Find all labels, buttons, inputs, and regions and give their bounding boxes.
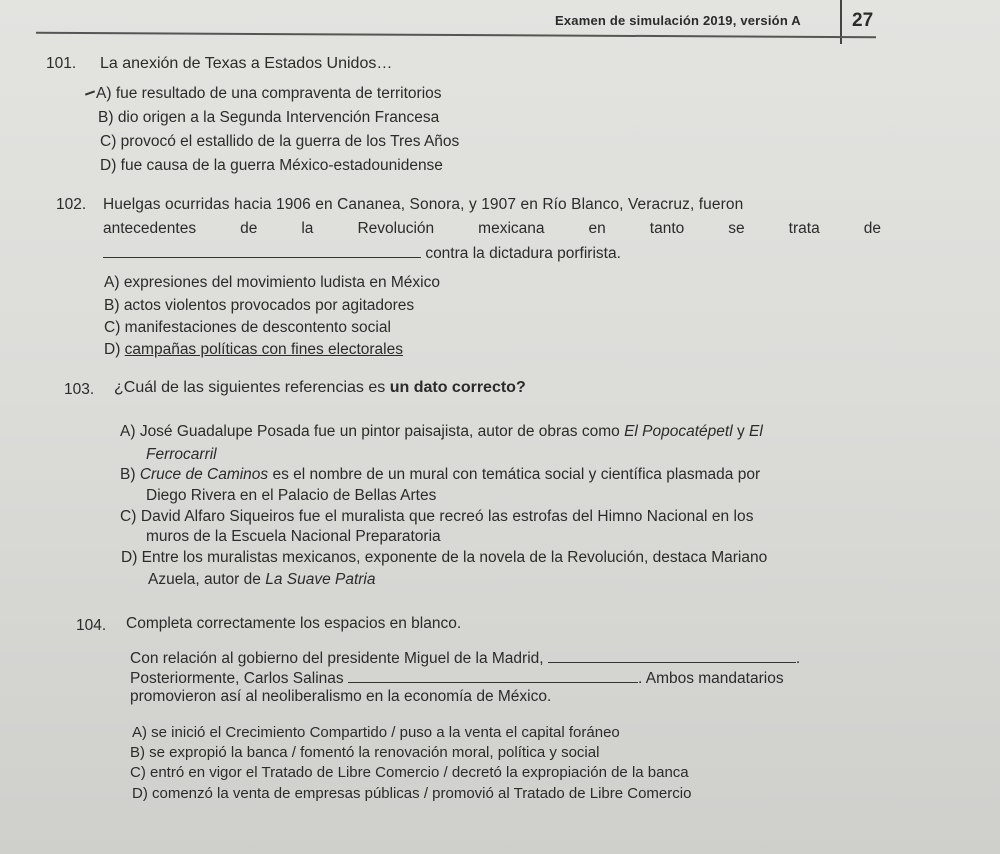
- answer-check-mark: [85, 90, 95, 95]
- option-text: entró en vigor el Tratado de Libre Comercio / decretó la expropiación de la banca: [150, 764, 689, 781]
- stem-word: la: [301, 220, 314, 237]
- q104-option-a[interactable]: [132, 724, 620, 741]
- header-rule: [36, 32, 876, 38]
- stem-text: .: [795, 650, 801, 667]
- option-text: Entre los muralistas mexicanos, exponente de la novela de la Revolución, destaca Mariano: [141, 549, 768, 566]
- option-letter: C): [130, 764, 146, 781]
- q103-option-a[interactable]: [120, 423, 763, 441]
- q104-option-d[interactable]: [132, 785, 691, 802]
- option-text: fue causa de la guerra México-estadounidense: [120, 157, 443, 174]
- q104-option-c[interactable]: [130, 764, 689, 781]
- stem-word: antecedentes: [103, 220, 197, 237]
- option-text: dio origen a la Segunda Intervención Francesa: [117, 109, 440, 126]
- q103-option-d[interactable]: [121, 549, 767, 567]
- q103-option-c[interactable]: [120, 508, 754, 526]
- q102-option-b[interactable]: [104, 297, 414, 315]
- option-text: se inició el Crecimiento Compartido / puso a la venta el capital foráneo: [151, 724, 620, 741]
- stem-text: contra la dictadura porfirista.: [425, 245, 621, 262]
- option-text: es el nombre de un mural con temática social y científica plasmada por: [272, 466, 761, 483]
- option-text: José Guadalupe Posada fue un pintor paisajista, autor de obras como: [139, 423, 620, 440]
- stem-text: Con relación al gobierno del presidente Miguel de la Madrid,: [130, 650, 544, 667]
- question-102-stem-line1: Huelgas ocurridas hacia 1906 en Cananea, Sonora, y 1907 en Río Blanco, Veracruz, fueron: [103, 196, 744, 213]
- stem-emphasis: un dato correcto?: [389, 379, 526, 396]
- question-102-stem-line3: [103, 243, 621, 263]
- stem-word: en: [588, 220, 606, 237]
- option-title: La Suave Patria: [265, 571, 376, 588]
- option-letter: C): [104, 319, 121, 336]
- page-number: 27: [852, 10, 874, 31]
- q103-option-c-line2: muros de la Escuela Nacional Preparatoria: [146, 528, 441, 545]
- stem-text: ¿Cuál de las siguientes referencias es: [114, 379, 386, 396]
- stem-word: tanto: [649, 220, 685, 237]
- exam-header-title: Examen de simulación 2019, versión A: [555, 13, 801, 28]
- stem-text: Posteriormente, Carlos Salinas: [130, 670, 344, 687]
- option-letter: B): [98, 109, 114, 126]
- option-letter: B): [104, 297, 120, 314]
- stem-word: de: [863, 220, 881, 237]
- option-text: campañas políticas con fines electorales: [124, 341, 403, 358]
- option-title: Cruce de Caminos: [139, 466, 269, 483]
- q103-option-b-line2: Diego Rivera en el Palacio de Bellas Artes: [146, 487, 437, 504]
- option-letter: D): [121, 549, 138, 566]
- question-104-line1: [130, 648, 800, 668]
- q104-option-b[interactable]: [130, 744, 599, 761]
- option-text: comenzó la venta de empresas públicas / promovió al Tratado de Libre Comercio: [152, 785, 692, 802]
- option-letter: D): [100, 157, 117, 174]
- answer-blank-2[interactable]: [348, 668, 638, 683]
- option-letter: A): [104, 274, 120, 291]
- q101-option-b[interactable]: [98, 109, 439, 127]
- q103-option-a-line2: Ferrocarril: [146, 446, 217, 463]
- option-text: manifestaciones de descontento social: [124, 319, 391, 336]
- question-102-number: 102.: [56, 196, 87, 213]
- option-title: El: [749, 423, 763, 440]
- q102-option-d[interactable]: [104, 341, 403, 359]
- answer-blank[interactable]: [103, 243, 421, 258]
- option-letter: A): [120, 423, 136, 440]
- stem-word: de: [240, 220, 258, 237]
- option-text: expresiones del movimiento ludista en México: [123, 274, 440, 291]
- option-letter: C): [120, 508, 137, 525]
- option-text: David Alfaro Siqueiros fue el muralista que recreó las estrofas del Himno Nacional en los: [140, 508, 754, 525]
- option-text: actos violentos provocados por agitadores: [123, 297, 415, 314]
- question-101-stem: La anexión de Texas a Estados Unidos…: [100, 55, 393, 72]
- option-letter: C): [100, 133, 117, 150]
- q101-option-d[interactable]: [100, 157, 443, 175]
- q102-option-a[interactable]: [104, 274, 440, 292]
- stem-word: mexicana: [478, 220, 545, 237]
- question-102-stem-line2: [103, 220, 881, 238]
- option-letter: B): [130, 744, 145, 761]
- option-letter: D): [132, 785, 148, 802]
- q101-option-c[interactable]: [100, 133, 459, 151]
- q103-option-d-line2: [148, 571, 376, 589]
- stem-word: Revolución: [357, 220, 435, 237]
- stem-word: trata: [788, 220, 820, 237]
- stem-word: se: [728, 220, 745, 237]
- question-104-line2: [130, 668, 784, 688]
- option-letter: A): [96, 85, 112, 102]
- q101-option-a[interactable]: [96, 85, 442, 103]
- option-letter: A): [132, 724, 147, 741]
- stem-text: . Ambos mandatarios: [637, 670, 784, 687]
- question-104-number: 104.: [76, 617, 107, 634]
- question-104-line3: promovieron así al neoliberalismo en la economía de México.: [130, 688, 552, 705]
- option-letter: B): [120, 466, 136, 483]
- question-103-stem: [114, 379, 526, 397]
- option-text: Azuela, autor de: [148, 571, 261, 588]
- option-text: provocó el estallido de la guerra de los Tres Años: [120, 133, 460, 150]
- q102-option-c[interactable]: [104, 319, 391, 337]
- question-103-number: 103.: [64, 381, 95, 398]
- question-104-instruction: Completa correctamente los espacios en blanco.: [126, 615, 462, 632]
- option-text: fue resultado de una compraventa de territorios: [115, 85, 442, 102]
- option-title: El Popocatépetl: [624, 423, 733, 440]
- option-text: y: [736, 423, 745, 440]
- question-101-number: 101.: [46, 55, 77, 72]
- answer-blank-1[interactable]: [548, 648, 796, 663]
- q103-option-b[interactable]: [120, 466, 760, 484]
- option-text: se expropió la banca / fomentó la renovación moral, política y social: [149, 744, 600, 761]
- option-letter: D): [104, 341, 121, 358]
